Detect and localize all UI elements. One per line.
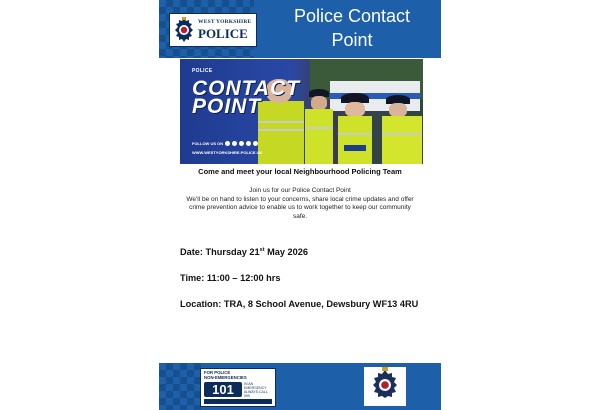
- x-icon: [232, 141, 237, 146]
- banner-website: WWW.WESTYORKSHIRE.POLICE.UK: [192, 150, 263, 155]
- follow-us-row: [192, 141, 258, 146]
- intro-paragraph: [183, 187, 417, 221]
- event-location: Location: TRA, 8 School Avenue, Dewsbury WF13 4RU: [180, 299, 419, 309]
- banner-word-point: POINT: [192, 95, 262, 118]
- logo-police-text: POLICE: [198, 25, 248, 41]
- west-yorkshire-police-logo: [169, 13, 257, 47]
- police-crest-icon: [364, 367, 406, 398]
- date-suffix: May 2026: [264, 247, 308, 258]
- card-line-1: FOR POLICE: [204, 370, 231, 375]
- banner-word-contact: CONTACT: [192, 77, 301, 100]
- page-title: [267, 4, 437, 52]
- logo-region-text: WEST YORKSHIRE: [198, 19, 252, 26]
- non-emergency-101-card: [200, 368, 276, 407]
- card-bottom-bar: [204, 399, 272, 404]
- title-line-2: Point: [331, 30, 373, 50]
- title-line-1: Police Contact: [293, 6, 411, 26]
- intro-line-2: We'll be on hand to listen to your concerns, share local crime updates and offer crime prevention advice to enable us to work together to keep our community safe.: [186, 195, 414, 220]
- banner-mini-logo: POLICE: [192, 68, 213, 74]
- instagram-icon: [239, 141, 244, 146]
- date-prefix: Date: Thursday 21: [180, 247, 260, 258]
- contact-point-banner: [180, 59, 423, 164]
- headline: Come and meet your local Neighbourhood Policing Team: [198, 167, 402, 176]
- officer-right: [338, 93, 372, 164]
- footer-band: [159, 363, 441, 410]
- officer-middle: [305, 89, 333, 164]
- poster: [159, 0, 441, 410]
- officer-far-right: [380, 95, 423, 164]
- footer-checker-pattern: [159, 363, 205, 410]
- header-band: [159, 0, 441, 58]
- intro-line-1: Join us for our Police Contact Point: [249, 187, 351, 194]
- date-ordinal: st: [259, 247, 265, 253]
- card-heading: [204, 371, 247, 380]
- card-line-2: NON-EMERGENCIES: [204, 374, 247, 380]
- facebook-icon: [225, 141, 230, 146]
- event-date: [180, 247, 308, 257]
- card-number-101: 101: [204, 382, 242, 397]
- card-emergency-note: IN AN EMERGENCY ALWAYS CALL 999: [244, 382, 268, 398]
- follow-us-text: FOLLOW US ON: [192, 141, 224, 146]
- nextdoor-icon: [253, 141, 258, 146]
- youtube-icon: [246, 141, 251, 146]
- footer-crest-box: [364, 367, 406, 406]
- police-badge-icon: [173, 17, 195, 43]
- event-time: Time: 11:00 – 12:00 hrs: [180, 273, 281, 283]
